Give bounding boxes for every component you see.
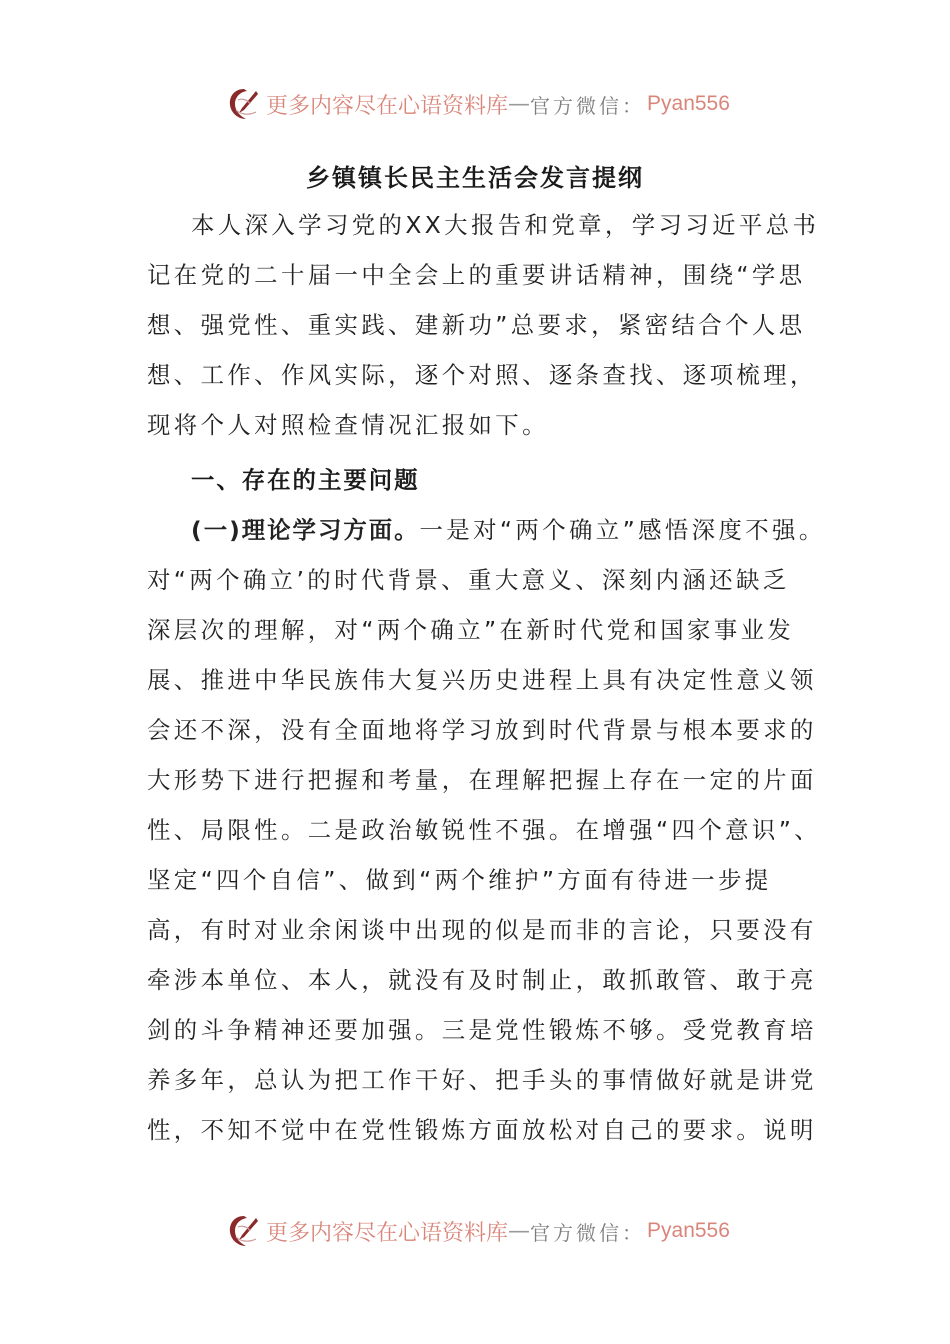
subsection-first-line-text: 一是对“两个确立”感悟深度不强。 [419,516,826,544]
body-line: 性、局限性。二是政治敏锐性不强。在增强“四个意识”、 [147,816,822,844]
footer-watermark [226,1211,730,1251]
subsection-first-line [147,505,827,555]
intro-line: 想、强党性、重实践、建新功”总要求，紧密结合个人思 [147,311,806,339]
intro-line: 本人深入学习党的XX大报告和党章，学习习近平总书 [191,211,820,239]
watermark-main-text: 更多内容尽在心语资料库 [266,1220,509,1246]
watermark-main-text: 更多内容尽在心语资料库 [266,93,509,119]
quill-pen-logo-icon [226,1213,262,1249]
watermark-wechat-id: Pyan556 [647,92,730,115]
body-line: 剑的斗争精神还要加强。三是党性锻炼不够。受党教育培 [147,1016,817,1044]
body-line: 牵涉本单位、本人，就没有及时制止，敢抓敢管、敢于亮 [147,966,817,994]
watermark-official-label: 官方微信： [530,1220,646,1245]
intro-line: 记在党的二十届一中全会上的重要讲话精神，围绕“学思 [147,261,806,289]
quill-pen-logo-icon [226,86,262,122]
body-line: 坚定“四个自信”、做到“两个维护”方面有待进一步提 [147,866,772,894]
section-heading-problems: 一、存在的主要问题 [191,466,420,494]
body-line: 深层次的理解，对“两个确立”在新时代党和国家事业发 [147,616,795,644]
intro-line: 想、工作、作风实际，逐个对照、逐条查找、逐项梳理， [147,361,817,389]
body-line: 性，不知不觉中在党性锻炼方面放松对自己的要求。说明 [147,1116,817,1144]
header-watermark [226,84,730,124]
body-line: 对“两个确立’的时代背景、重大意义、深刻内涵还缺乏 [147,566,790,594]
theory-study-paragraph [147,505,827,1155]
intro-line: 现将个人对照检查情况汇报如下。 [147,411,549,439]
body-line: 会还不深，没有全面地将学习放到时代背景与根本要求的 [147,716,817,744]
document-title: 乡镇镇长民主生活会发言提纲 [306,164,644,192]
intro-paragraph [147,200,827,450]
watermark-wechat-id: Pyan556 [647,1219,730,1242]
body-line: 大形势下进行把握和考量，在理解把握上存在一定的片面 [147,766,817,794]
watermark-official-label: 官方微信： [530,93,646,118]
watermark-dash: — [508,1218,531,1244]
body-line: 养多年，总认为把工作干好、把手头的事情做好就是讲党 [147,1066,817,1094]
watermark-dash: — [508,91,531,117]
body-line: 高，有时对业余闲谈中出现的似是而非的言论，只要没有 [147,916,817,944]
body-line: 展、推进中华民族伟大复兴历史进程上具有决定性意义领 [147,666,817,694]
subsection-heading: (一)理论学习方面。 [191,516,420,544]
